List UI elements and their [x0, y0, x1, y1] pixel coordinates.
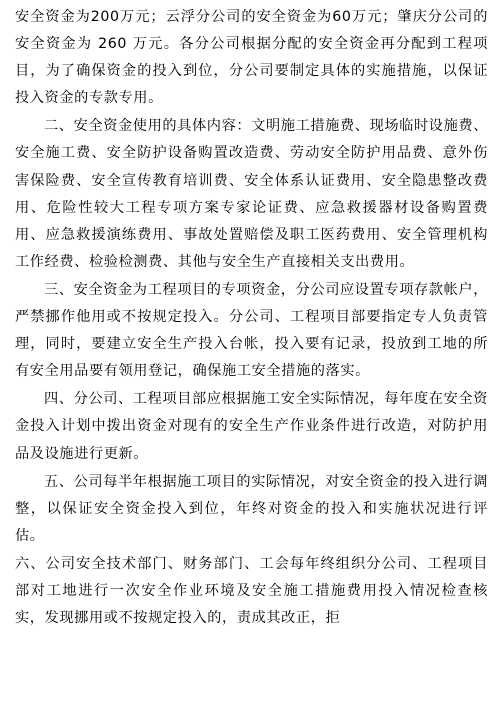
paragraph-6: 六、公司安全技术部门、财务部门、工会每年终组织分公司、工程项目部对工地进行一次安全作业环境及安全施工措施费用投入情况检查核实，发现挪用或不按规定投入的，责成其改正，拒 — [15, 555, 488, 627]
paragraph-3: 三、安全资金为工程项目的专项资金，分公司应设置专项存款帐户，严禁挪作他用或不按规定投入。分公司、工程项目部要指定专人负责管理，同时，要建立安全生产投入台帐，投入要有记录，投放到工地的所有安全用品要有领用登记，确保施工安全措施的落实。 — [15, 281, 488, 380]
paragraph-1: 安全资金为200万元；云浮分公司的安全资金为60万元；肇庆分公司的安全资金为 260 万元。各分公司根据分配的安全资金再分配到工程项目，为了确保资金的投入到位，分公司要制定具体的实施措施，以保证投入资金的专款专用。 — [15, 9, 488, 107]
paragraph-5: 五、公司每半年根据施工项目的实际情况，对安全资金的投入进行调整，以保证安全资金投入到位，年终对资金的投入和实施状况进行评估。 — [15, 473, 488, 544]
paragraph-4: 四、分公司、工程项目部应根据施工安全实际情况，每年度在安全资金投入计划中拨出资金对现有的安全生产作业条件进行改造，对防护用品及设施进行更新。 — [15, 391, 488, 462]
paragraph-2: 二、安全资金使用的具体内容：文明施工措施费、现场临时设施费、安全施工费、安全防护设备购置改造费、劳动安全防护用品费、意外伤害保险费、安全宣传教育培训费、安全体系认证费用、安全隐患整改费用、危险性较大工程专项方案专家论证费、应急救援器材设备购置费用、应急救援演练费用、事故处置赔偿及职工医药费用、安全管理机构工作经费、检验检测费、其他与安全生产直接相关支出费用。 — [15, 118, 488, 270]
